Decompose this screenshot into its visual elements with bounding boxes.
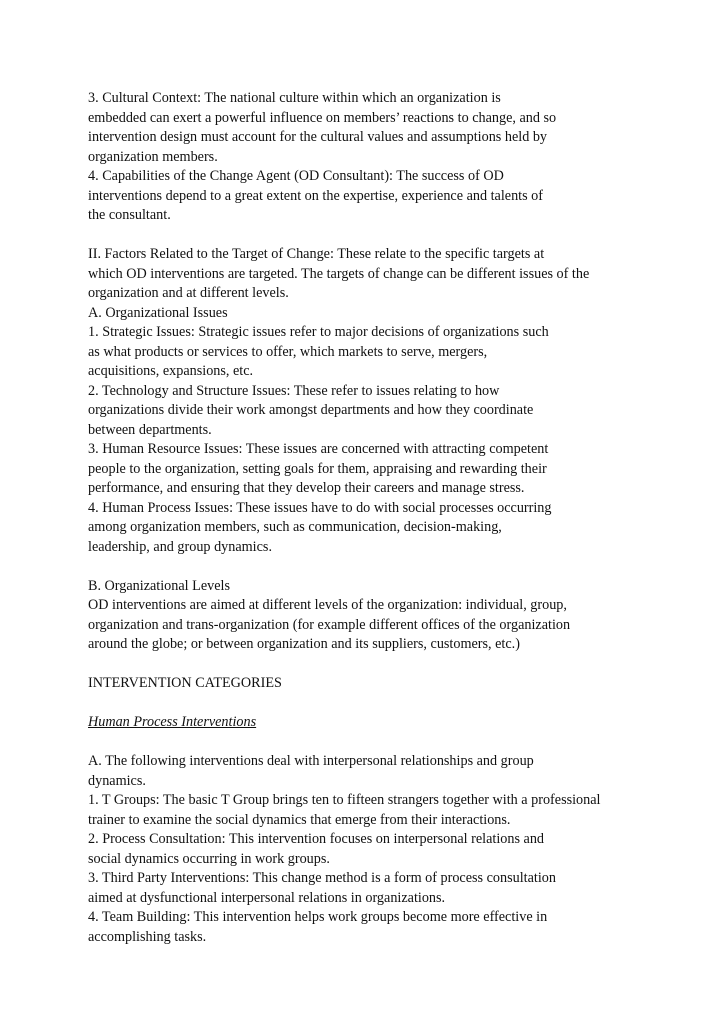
paragraph-target-of-change	[88, 245, 708, 304]
blank-line	[88, 694, 708, 714]
text-line: 4. Team Building: This intervention helps work groups become more effective in	[88, 909, 548, 925]
section-title: INTERVENTION CATEGORIES	[88, 675, 282, 691]
text-line: 2. Process Consultation: This intervention focuses on interpersonal relations and	[88, 831, 545, 847]
paragraph-organizational-issues	[88, 304, 708, 558]
text-line: embedded can exert a powerful influence on members’ reactions to change, and so	[88, 109, 557, 126]
text-line: as what products or services to offer, which markets to serve, mergers,	[88, 343, 488, 360]
text-line: interventions depend to a great extent on the expertise, experience and talents of	[88, 187, 544, 204]
text-line: dynamics.	[88, 772, 146, 789]
paragraph-human-process-list	[88, 752, 708, 947]
text-line: 3. Cultural Context: The national culture within which an organization is	[88, 90, 501, 106]
section-heading: A. Organizational Issues	[88, 304, 228, 321]
paragraph-change-agent	[88, 167, 708, 226]
text-line: acquisitions, expansions, etc.	[88, 363, 254, 379]
text-line: around the globe; or between organization and its suppliers, customers, etc.)	[88, 636, 520, 652]
text-line: 4. Capabilities of the Change Agent (OD Consultant): The success of OD	[88, 168, 504, 184]
blank-line	[88, 226, 708, 246]
paragraph-cultural-context	[88, 89, 708, 167]
text-line: among organization members, such as communication, decision-making,	[88, 519, 502, 535]
text-line: aimed at dysfunctional interpersonal relations in organizations.	[88, 889, 446, 906]
text-line: between departments.	[88, 421, 212, 438]
paragraph-intervention-categories	[88, 674, 708, 694]
text-line: intervention design must account for the cultural values and assumptions held by	[88, 129, 548, 145]
text-line: A. The following interventions deal with interpersonal relationships and group	[88, 753, 534, 769]
text-line: the consultant.	[88, 207, 171, 223]
text-line: 3. Human Resource Issues: These issues are concerned with attracting competent	[88, 441, 549, 457]
paragraph-human-process-heading	[88, 713, 708, 733]
blank-line	[88, 655, 708, 675]
text-line: II. Factors Related to the Target of Change: These relate to the specific targets at	[88, 246, 545, 262]
text-line: organization and trans-organization (for example different offices of the organization	[88, 616, 571, 633]
text-line: social dynamics occurring in work groups.	[88, 850, 330, 867]
text-line: 4. Human Process Issues: These issues have to do with social processes occurring	[88, 499, 552, 516]
text-line: organization and at different levels.	[88, 285, 289, 301]
text-line: leadership, and group dynamics.	[88, 538, 272, 555]
text-line: which OD interventions are targeted. The targets of change can be different issues of the	[88, 265, 590, 282]
text-line: OD interventions are aimed at different levels of the organization: individual, group,	[88, 597, 567, 613]
text-line: performance, and ensuring that they develop their careers and manage stress.	[88, 480, 525, 496]
blank-line	[88, 733, 708, 753]
text-line: 1. T Groups: The basic T Group brings ten to fifteen strangers together with a professional	[88, 792, 601, 808]
section-heading: B. Organizational Levels	[88, 577, 230, 594]
text-line: organization members.	[88, 148, 218, 165]
paragraph-organizational-levels	[88, 577, 708, 655]
text-line: trainer to examine the social dynamics that emerge from their interactions.	[88, 811, 511, 828]
blank-line	[88, 557, 708, 577]
text-line: 3. Third Party Interventions: This change method is a form of process consultation	[88, 870, 556, 886]
text-line: 1. Strategic Issues: Strategic issues refer to major decisions of organizations such	[88, 324, 549, 340]
text-line: accomplishing tasks.	[88, 928, 207, 945]
text-line: 2. Technology and Structure Issues: These refer to issues relating to how	[88, 382, 500, 399]
text-line: people to the organization, setting goals for them, appraising and rewarding their	[88, 460, 547, 477]
text-line: organizations divide their work amongst departments and how they coordinate	[88, 402, 534, 418]
subsection-title: Human Process Interventions	[88, 714, 257, 730]
document-page	[88, 89, 708, 947]
